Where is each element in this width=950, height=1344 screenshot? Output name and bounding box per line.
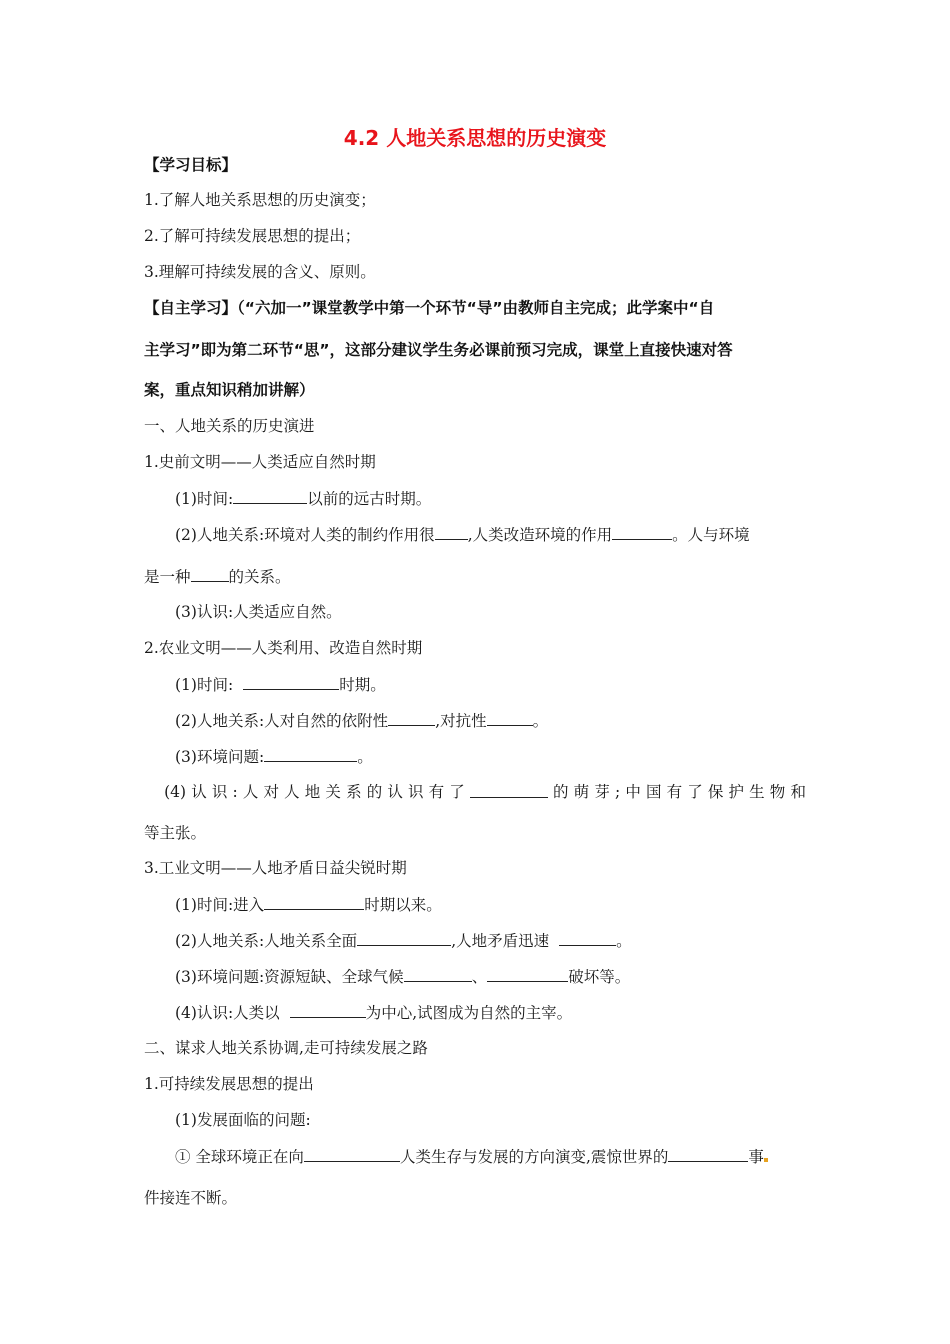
s3-problem-text-c: 破坏等。 [568,968,631,986]
fill-blank[interactable] [487,710,533,726]
s21-heading: 1.可持续发展思想的提出 [144,1075,314,1093]
fill-blank[interactable] [233,488,307,504]
s1-heading: 1.史前文明——人类适应自然时期 [144,453,376,471]
s2-view-char: 地 [304,783,321,801]
fill-blank[interactable] [191,566,229,582]
s2-view-char: 萌 [573,783,590,801]
s3-time-suffix: 时期以来。 [364,896,442,914]
s3-time-label: (1)时间:进入 [175,896,265,914]
s2-view-char: 人 [284,783,300,801]
s21-item1 [175,1146,768,1167]
fill-blank[interactable] [290,1002,366,1018]
s2-view-char: 有 [428,783,445,801]
s2-view-char: 识 [407,783,424,801]
self-study-intro-line-2: 主学习”即为第二环节“思”，这部分建议学生务必课前预习完成，课堂上直接快速对答 [144,341,733,359]
fill-blank[interactable] [304,1146,400,1162]
fill-blank[interactable] [612,524,672,540]
s1-relation-cont [144,566,291,587]
self-study-paragraph [144,298,714,318]
s1-view: (3)认识:人类适应自然。 [175,603,342,621]
s2-view-char: 的 [553,783,569,801]
s1-relation-cont-a: 是一种 [144,568,191,586]
cursor-mark [764,1158,768,1162]
s2-relation-text-b: ,对抗性 [435,712,487,730]
objective-item-2: 2.了解可持续发展思想的提出； [144,227,361,245]
s2-time-suffix: 时期。 [339,676,386,694]
s2-view-char: 保 [707,783,724,801]
s2-view-char: : [232,783,238,801]
objectives-heading: 【学习目标】 [144,156,238,174]
s2-time [175,674,386,695]
s1-relation [175,524,750,545]
s2-time-label: (1)时间: [175,676,234,694]
s21-item1-text-a: ① 全球环境正在向 [175,1148,304,1166]
s21-item1-text-c: 事 [748,1148,764,1166]
s3-heading: 3.工业文明——人地矛盾日益尖锐时期 [144,859,407,877]
s1-time-label: (1)时间: [175,490,234,508]
fill-blank[interactable] [470,782,548,798]
s2-view-char: 了 [687,783,703,801]
s2-view-char: (4) [164,783,187,801]
s3-time [175,894,442,915]
s3-view-text-a: (4)认识:人类以 [175,1004,280,1022]
s21-item1-text-b: 人类生存与发展的方向演变,震惊世界的 [399,1148,669,1166]
s2-view-char: 生 [749,783,765,801]
s2-heading: 2.农业文明——人类利用、改造自然时期 [144,639,423,657]
fill-blank[interactable] [668,1146,748,1162]
s3-view-text-b: 为中心,试图成为自然的主宰。 [365,1004,573,1022]
s2-problem [175,746,373,767]
self-study-heading: 【自主学习】 [144,299,238,317]
s2-view-char: 认 [191,783,207,801]
s2-view-cont: 等主张。 [144,824,207,842]
s1-time [175,488,431,509]
s2-view-char: 和 [790,783,806,801]
self-study-intro-line-3: 案，重点知识稍加讲解） [144,381,315,399]
fill-blank[interactable] [388,710,435,726]
s2-view-char: ; [614,783,621,801]
s3-problem [175,966,630,987]
s2-view-char: 关 [325,783,341,801]
s2-view-char: 人 [242,783,259,801]
s2-view-char: 了 [449,783,465,801]
fill-blank[interactable] [264,894,364,910]
s21-sub: (1)发展面临的问题: [175,1111,311,1129]
fill-blank[interactable] [404,966,472,982]
s21-item1-cont: 件接连不断。 [144,1189,238,1207]
s2-view-char: 有 [666,783,683,801]
s2-view-char: 国 [645,783,662,801]
s2-relation [175,710,548,731]
fill-blank[interactable] [559,930,616,946]
s2-view-char: 认 [387,783,403,801]
fill-blank[interactable] [357,930,451,946]
fill-blank[interactable] [487,966,568,982]
s2-view-char: 护 [728,783,745,801]
s2-view-char: 系 [346,783,362,801]
s3-relation [175,930,632,951]
s2-problem-suffix: 。 [357,748,373,766]
objective-item-3: 3.理解可持续发展的含义、原则。 [144,263,376,281]
s2-view-char: 中 [625,783,641,801]
s2-view [144,782,806,802]
section1-heading: 一、人地关系的历史演进 [144,417,315,435]
objective-item-1: 1.了解人地关系思想的历史演变； [144,191,376,209]
fill-blank[interactable] [243,674,339,690]
s3-problem-text-b: 、 [471,968,488,986]
s2-view-char: 物 [769,783,786,801]
s1-relation-cont-b: 的关系。 [228,568,291,586]
s1-time-suffix: 以前的远古时期。 [307,490,432,508]
s3-view [175,1002,572,1023]
page-title: 4.2 人地关系思想的历史演变 [343,126,607,150]
s1-relation-text-b: ,人类改造环境的作用 [467,526,613,544]
s2-relation-text-a: (2)人地关系:人对自然的依附性 [175,712,389,730]
s2-view-char: 识 [211,783,228,801]
fill-blank[interactable] [264,746,357,762]
section2-heading: 二、谋求人地关系协调,走可持续发展之路 [144,1039,428,1057]
s3-relation-text-a: (2)人地关系:人地关系全面 [175,932,358,950]
s1-relation-text-c: 。人与环境 [672,526,750,544]
s3-relation-text-c: 。 [616,932,632,950]
s1-relation-text-a: (2)人地关系:环境对人类的制约作用很 [175,526,435,544]
s2-view-char: 的 [366,783,383,801]
s3-relation-text-b: ,人地矛盾迅速 [451,932,550,950]
s2-problem-label: (3)环境问题: [175,748,265,766]
s2-view-char: 芽 [594,783,610,801]
fill-blank[interactable] [435,524,468,540]
s2-view-char: 对 [263,783,280,801]
s2-relation-text-c: 。 [532,712,549,730]
self-study-intro-line-1: （“六加一”课堂教学中第一个环节“导”由教师自主完成；此学案中“自 [237,299,715,317]
s3-problem-text-a: (3)环境问题:资源短缺、全球气候 [175,968,404,986]
